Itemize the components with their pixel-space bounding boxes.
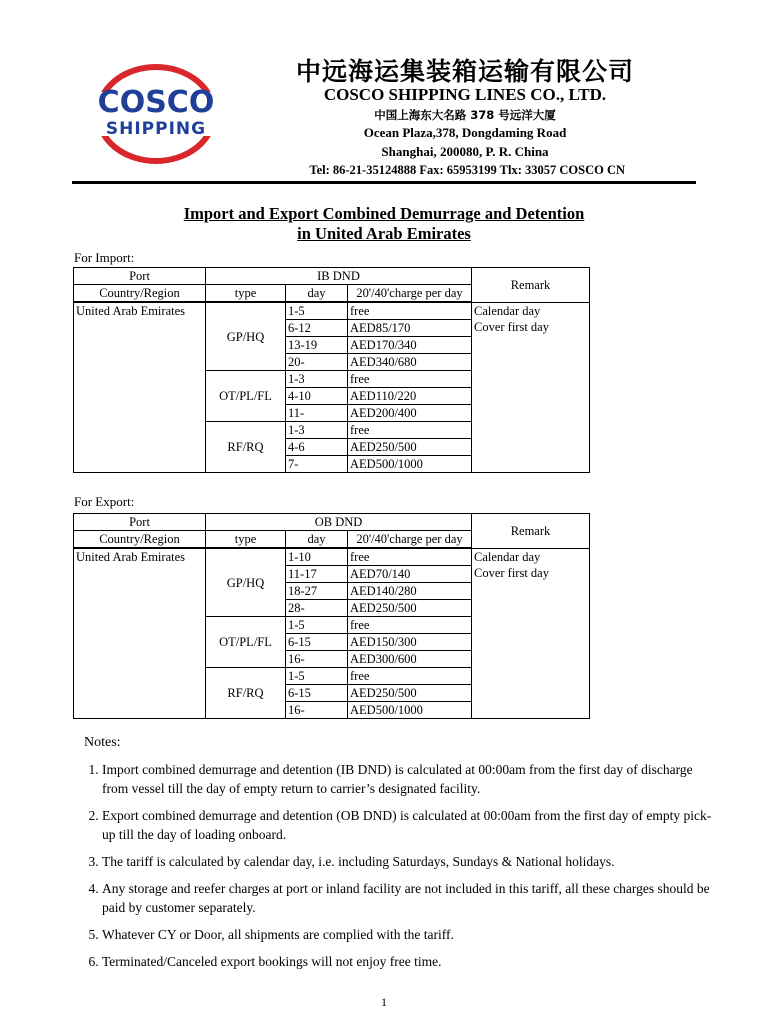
type-cell: OT/PL/FL [206,371,286,422]
type-cell: OT/PL/FL [206,617,286,668]
note-item: 2. Export combined demurrage and detention (OB DND) is calculated at 00:00am from the first day of empty pick-up till the day of loading onboard. [102,806,722,844]
header-divider [72,181,696,184]
day-cell: 6-12 [286,320,348,337]
day-cell: 28- [286,600,348,617]
charge-cell: free [348,668,472,685]
charge-cell: AED500/1000 [348,456,472,473]
day-cell: 1-5 [286,302,348,320]
day-cell: 16- [286,651,348,668]
notes-label: Notes: [84,735,121,750]
remark-line-1: Calendar day [474,549,541,564]
col-type: type [206,531,286,549]
charge-cell: free [348,302,472,320]
col-day: day [286,285,348,303]
col-remark: Remark [472,514,590,549]
charge-cell: free [348,548,472,566]
address-line-2: Shanghai, 200080, P. R. China [381,144,549,159]
document-title-line-2: in United Arab Emirates [297,224,471,243]
col-day: day [286,531,348,549]
note-item: 4. Any storage and reefer charges at port or inland facility are not included in this tariff, all these charges should be paid by customer separately. [102,879,722,917]
col-port: Port [74,268,206,285]
remark-line-1: Calendar day [474,303,541,318]
charge-cell: AED250/500 [348,685,472,702]
day-cell: 6-15 [286,685,348,702]
note-item: 3. The tariff is calculated by calendar day, i.e. including Saturdays, Sundays & National holidays. [102,852,722,871]
charge-cell: AED150/300 [348,634,472,651]
type-cell: RF/RQ [206,668,286,719]
charge-cell: free [348,371,472,388]
type-cell: RF/RQ [206,422,286,473]
col-country: Country/Region [74,285,206,303]
export-dnd-table [73,513,590,719]
charge-cell: AED500/1000 [348,702,472,719]
logo-text-top: COSCO [97,85,215,120]
charge-cell: AED250/500 [348,600,472,617]
cosco-shipping-logo [80,62,232,166]
address-line-1: Ocean Plaza,378, Dongdaming Road [363,125,567,140]
note-item: 1. Import combined demurrage and detention (IB DND) is calculated at 00:00am from the first day of discharge from vessel till the day of empty return to carrier’s designated facility. [102,760,722,798]
col-charge: 20'/40'charge per day [348,285,472,303]
type-cell: GP/HQ [206,548,286,617]
charge-cell: AED70/140 [348,566,472,583]
day-cell: 1-10 [286,548,348,566]
day-cell: 11-17 [286,566,348,583]
charge-cell: AED300/600 [348,651,472,668]
note-item: 6. Terminated/Canceled export bookings will not enjoy free time. [102,952,722,971]
day-cell: 18-27 [286,583,348,600]
day-cell: 20- [286,354,348,371]
import-section-label: For Import: [74,250,135,265]
logo-text-bottom: SHIPPING [105,119,207,139]
country-cell: United Arab Emirates [74,548,206,719]
page-number: 1 [381,995,387,1009]
day-cell: 13-19 [286,337,348,354]
day-cell: 1-3 [286,422,348,439]
export-section-label: For Export: [74,494,135,509]
charge-cell: free [348,422,472,439]
day-cell: 11- [286,405,348,422]
charge-cell: AED85/170 [348,320,472,337]
day-cell: 4-6 [286,439,348,456]
col-port: Port [74,514,206,531]
day-cell: 4-10 [286,388,348,405]
col-charge: 20'/40'charge per day [348,531,472,549]
day-cell: 1-5 [286,668,348,685]
note-item: 5. Whatever CY or Door, all shipments are complied with the tariff. [102,925,722,944]
charge-cell: AED250/500 [348,439,472,456]
country-cell: United Arab Emirates [74,302,206,473]
company-name-en: COSCO SHIPPING LINES CO., LTD. [323,85,607,104]
remark-cell [472,548,590,719]
remark-cell [472,302,590,473]
col-country: Country/Region [74,531,206,549]
document-title-line-1: Import and Export Combined Demurrage and Detention [183,204,585,223]
address-cn: 中国上海东大名路 378 号远洋大厦 [374,108,556,122]
charge-cell: free [348,617,472,634]
charge-cell: AED110/220 [348,388,472,405]
notes-list [80,760,722,979]
charge-cell: AED340/680 [348,354,472,371]
charge-cell: AED140/280 [348,583,472,600]
col-type: type [206,285,286,303]
day-cell: 7- [286,456,348,473]
company-name-cn: 中远海运集装箱运输有限公司 [295,57,634,86]
day-cell: 1-3 [286,371,348,388]
col-dnd: OB DND [206,514,472,531]
charge-cell: AED200/400 [348,405,472,422]
day-cell: 16- [286,702,348,719]
contact-line: Tel: 86-21-35124888 Fax: 65953199 Tlx: 33057 COSCO CN [309,163,625,177]
remark-line-2: Cover first day [474,565,549,580]
remark-line-2: Cover first day [474,319,549,334]
import-dnd-table [73,267,590,473]
col-remark: Remark [472,268,590,303]
day-cell: 1-5 [286,617,348,634]
day-cell: 6-15 [286,634,348,651]
type-cell: GP/HQ [206,302,286,371]
col-dnd: IB DND [206,268,472,285]
charge-cell: AED170/340 [348,337,472,354]
